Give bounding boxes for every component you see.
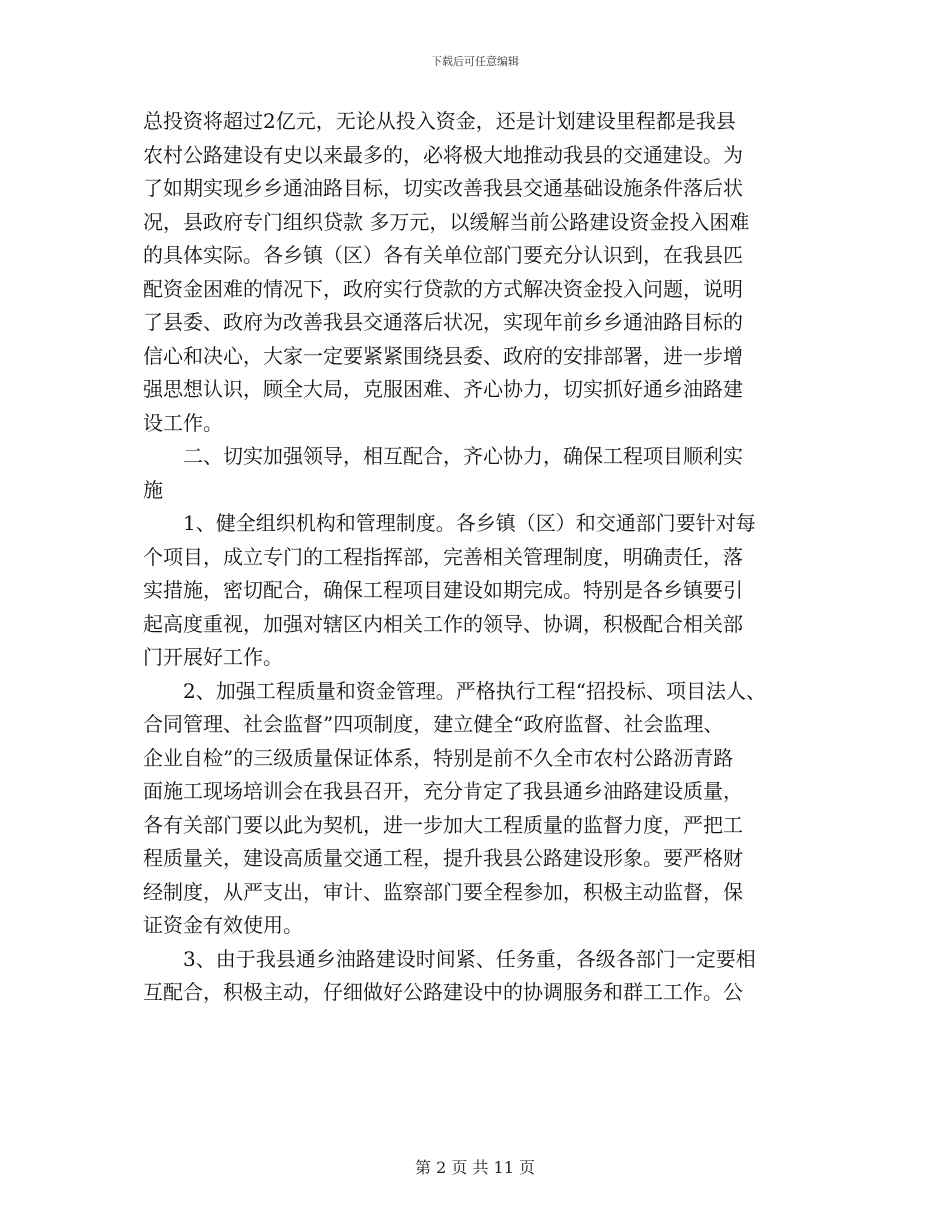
page-header: 下载后可任意编辑 [431,55,519,68]
text-line: 个项目，成立专门的工程指挥部，完善相关管理制度，明确责任，落 [143,544,743,569]
text-line: 况，县政府专门组织贷款 多万元，以缓解当前公路建设资金投入困难 [143,209,750,234]
document-body [143,105,833,1010]
text-line: 互配合，积极主动，仔细做好公路建设中的协调服务和群工工作。公 [143,980,743,1004]
text-line: 信心和决心，大家一定要紧紧围绕县委、政府的安排部署，进一步增 [143,343,743,368]
paragraph-start: 1、健全组织机构和管理制度。各乡镇（区）和交通部门要针对每 [183,511,756,535]
text-line: 经制度，从严支出，审计、监察部门要全程参加，积极主动监督，保 [143,879,743,904]
text-line: 合同管理、社会监督”四项制度，建立健全“政府监督、社会监理、 [143,712,724,736]
page-footer: 第 2 页 共 11 页 [415,1158,535,1177]
section-heading-cont: 施 [143,477,163,502]
text-line: 强思想认识，顾全大局，克服困难、齐心协力，切实抓好通乡油路建 [143,377,743,401]
text-line: 的具体实际。各乡镇（区）各有关单位部门要充分认识到，在我县匹 [143,243,743,267]
text-line: 起高度重视，加强对辖区内相关工作的领导、协调，积极配合相关部 [143,611,743,636]
text-line: 配资金困难的情况下，政府实行贷款的方式解决资金投入问题，说明 [143,276,743,301]
text-line: 各有关部门要以此为契机，进一步加大工程质量的监督力度，严把工 [143,812,743,837]
text-line: 门开展好工作。 [143,645,283,669]
text-line: 面施工现场培训会在我县召开，充分肯定了我县通乡油路建设质量， [143,779,743,803]
text-line: 程质量关，建设高质量交通工程，提升我县公路建设形象。要严格财 [143,846,743,870]
text-line: 设工作。 [143,410,223,435]
paragraph-start: 2、加强工程质量和资金管理。严格执行工程“招投标、项目法人、 [183,678,766,703]
text-line: 了县委、政府为改善我县交通落后状况，实现年前乡乡通油路目标的 [143,310,743,334]
text-line: 农村公路建设有史以来最多的，必将极大地推动我县的交通建设。为 [143,142,743,167]
text-line: 证资金有效使用。 [143,913,303,937]
paragraph-start: 3、由于我县通乡油路建设时间紧、任务重，各级各部门一定要相 [183,946,756,971]
text-line: 了如期实现乡乡通油路目标，切实改善我县交通基础设施条件落后状 [143,176,743,200]
text-line: 企业自检”的三级质量保证体系，特别是前不久全市农村公路沥青路 [143,745,734,770]
text-line: 实措施，密切配合，确保工程项目建设如期完成。特别是各乡镇要引 [143,578,743,602]
section-heading: 二、切实加强领导，相互配合，齐心协力，确保工程项目顺利实 [183,444,743,468]
text-line: 总投资将超过2亿元，无论从投入资金，还是计划建设里程都是我县 [143,109,736,133]
